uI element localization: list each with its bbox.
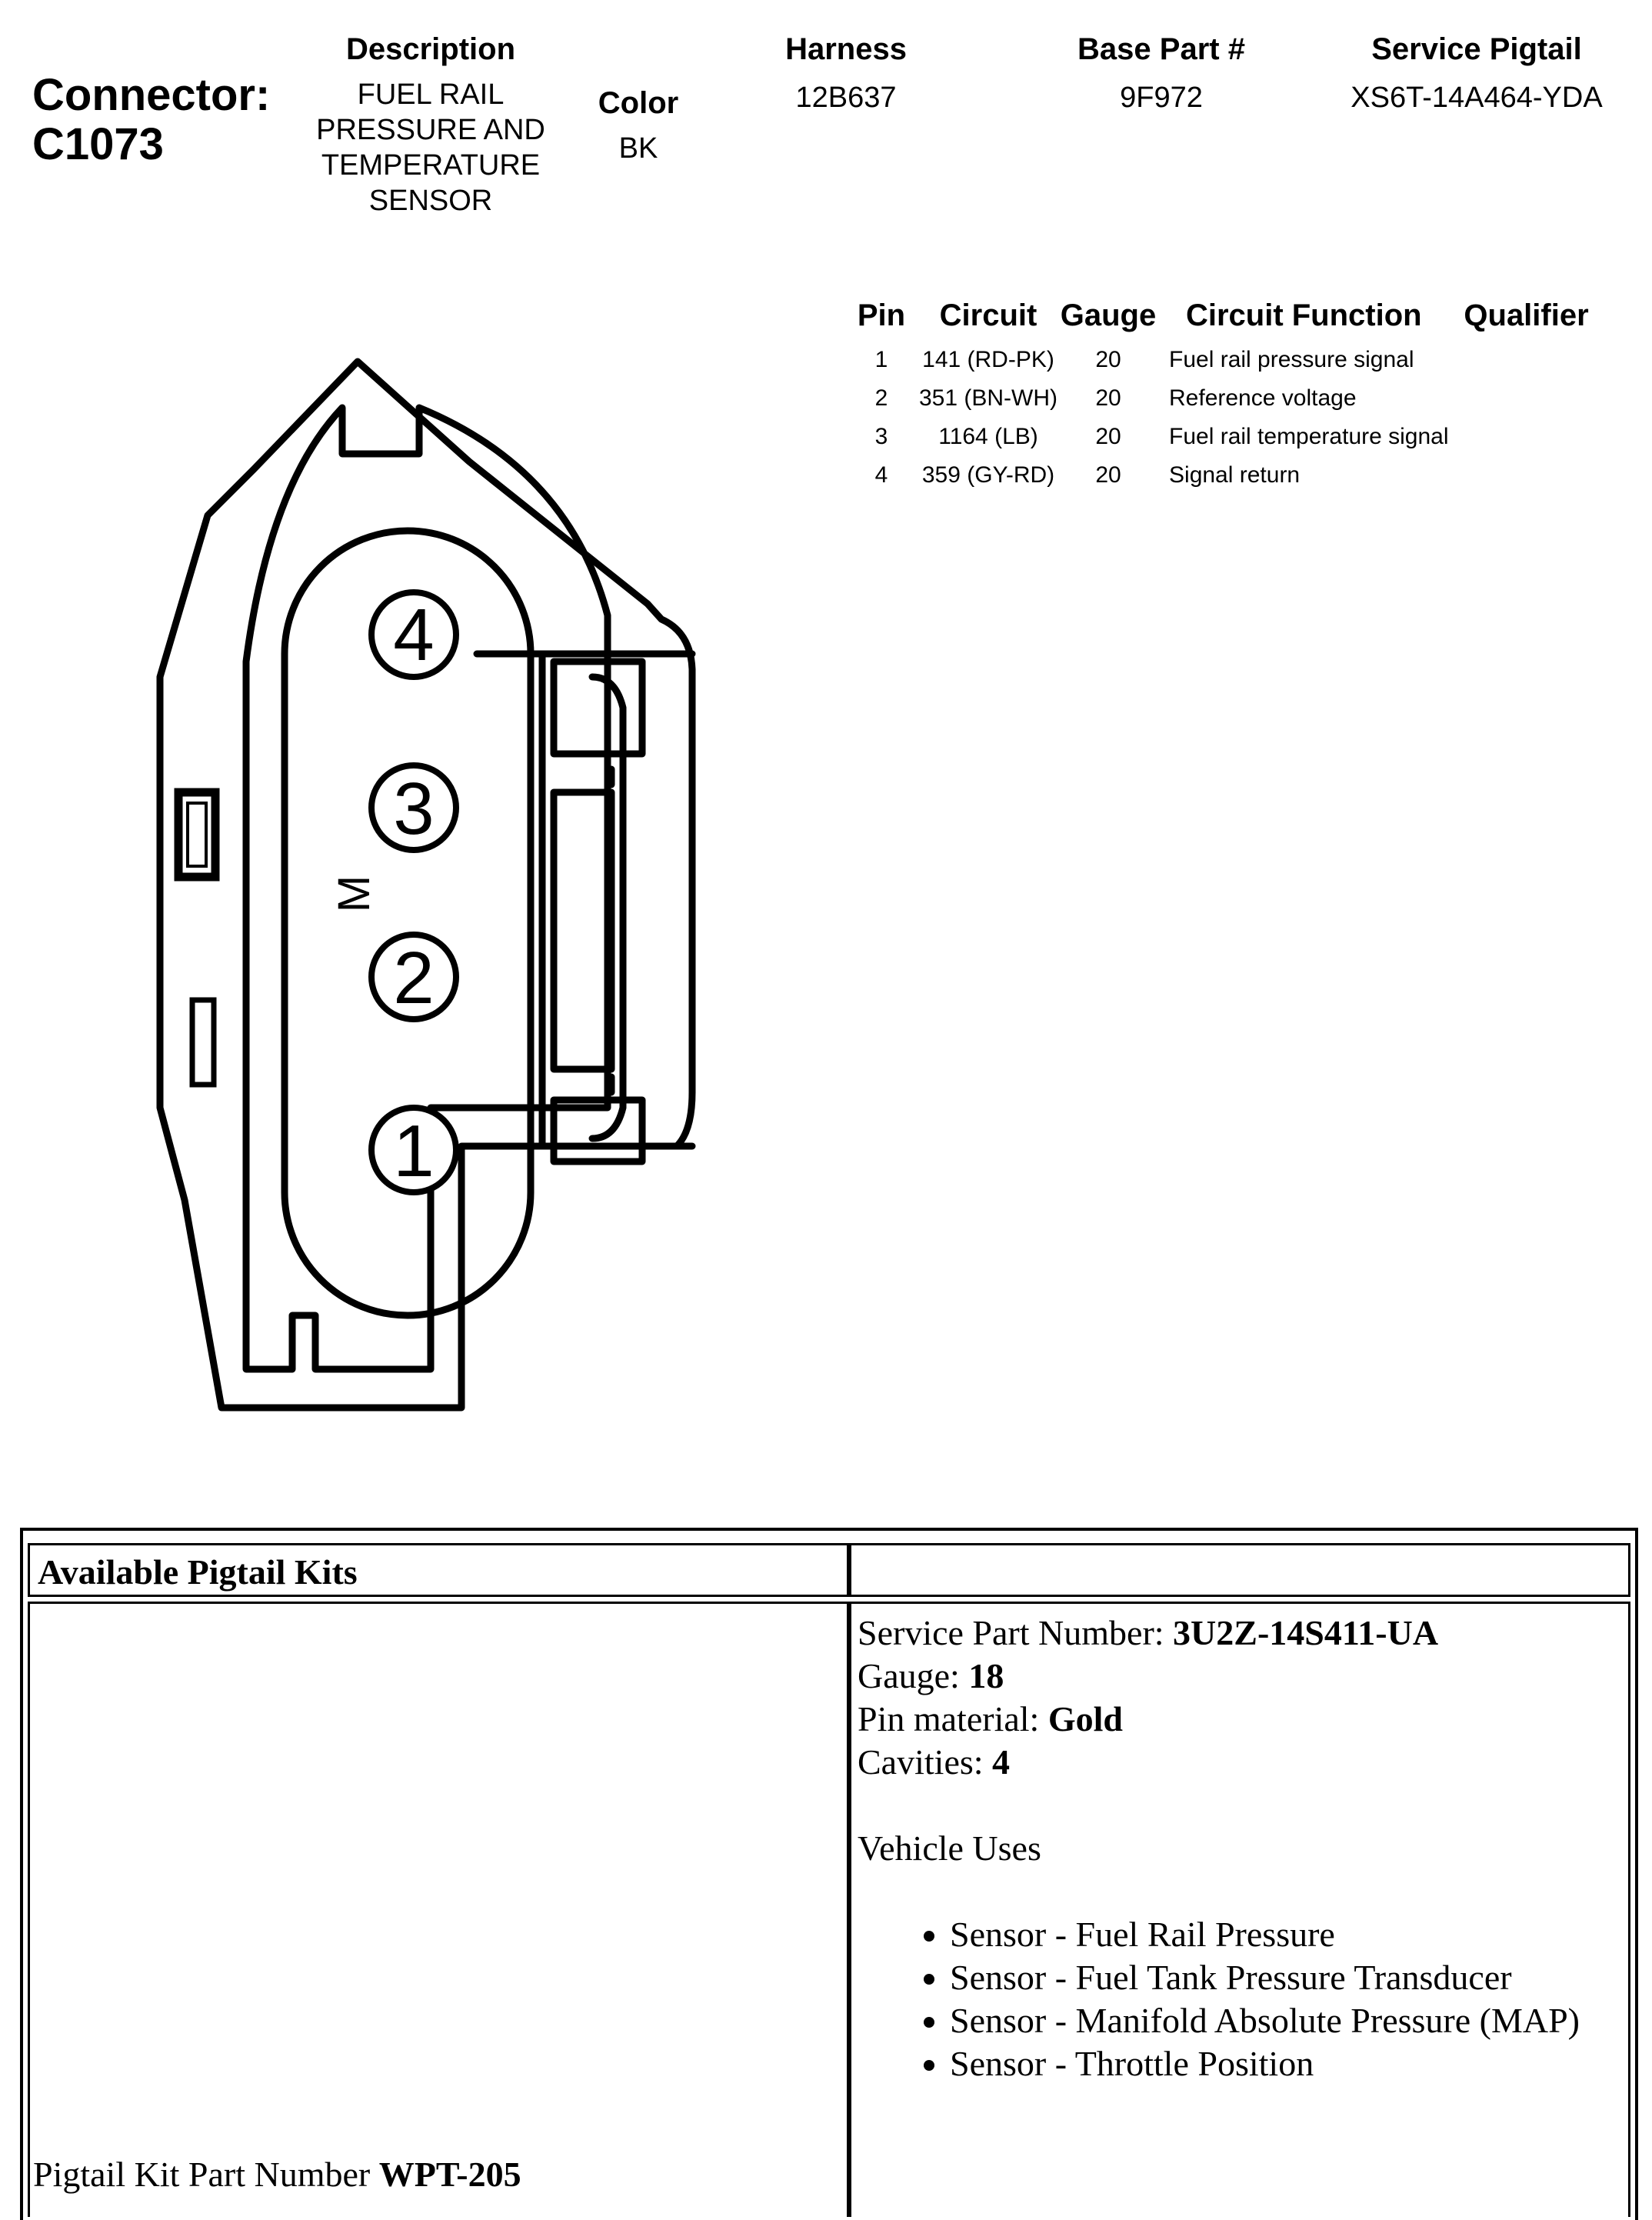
kit-part-value: WPT-205 <box>378 2155 521 2194</box>
kit-cavities <box>858 1741 1622 1784</box>
qualifier-value <box>1450 379 1604 418</box>
description-header: Description <box>345 32 516 66</box>
key-slot-inner <box>188 803 206 866</box>
function-header: Circuit Function <box>1185 298 1422 332</box>
harness-value: 12B637 <box>795 82 897 114</box>
pigtail-kit-part-number <box>33 2153 521 2196</box>
color-value: BK <box>618 132 658 165</box>
gauge-value: 20 <box>1095 385 1121 411</box>
pin-2-label: 2 <box>393 937 435 1019</box>
list-item: • Sensor - Manifold Absolute Pressure (MAP) <box>950 1999 1622 2042</box>
qualifier-value <box>1450 456 1604 495</box>
latch-slot-middle <box>554 792 611 1069</box>
pigtail-kits-header-empty-cell <box>849 1543 1630 1597</box>
pin-number: 3 <box>874 424 888 449</box>
gauge-value: 20 <box>1095 424 1121 449</box>
qualifier-header: Qualifier <box>1464 298 1589 332</box>
description-value <box>277 77 585 218</box>
service-part-number <box>858 1612 1622 1655</box>
gauge-value: 20 <box>1095 462 1121 488</box>
pigtail-kits-header: Available Pigtail Kits <box>38 1552 358 1592</box>
service-part-label: Service Part Number: <box>858 1613 1174 1652</box>
pigtail-kit-details-cell <box>849 1602 1630 2217</box>
connector-face-diagram <box>138 338 708 1446</box>
kit-pin-material <box>858 1698 1622 1741</box>
pin-table <box>844 298 1604 495</box>
harness-header: Harness <box>785 32 907 66</box>
pin-material-label: Pin material: <box>858 1699 1048 1738</box>
function-value: Reference voltage <box>1169 385 1357 411</box>
pin-3-label: 3 <box>393 768 435 850</box>
description-line: FUEL RAIL <box>357 78 505 111</box>
base-part-value: 9F972 <box>1120 82 1203 114</box>
table-row <box>844 379 1604 418</box>
list-item: • Sensor - Throttle Position <box>950 2042 1622 2085</box>
table-row <box>844 418 1604 456</box>
vehicle-uses-list <box>858 1913 1622 2085</box>
gauge-header: Gauge <box>1060 298 1157 332</box>
pin-header: Pin <box>857 298 906 332</box>
circuit-value: 141 (RD-PK) <box>922 347 1054 372</box>
color-header: Color <box>598 86 679 120</box>
pin-marker-label: M <box>329 875 379 913</box>
pin-table-header-row <box>844 298 1604 341</box>
cavities-label: Cavities: <box>858 1742 993 1782</box>
description-line: SENSOR <box>368 185 493 217</box>
kit-gauge-label: Gauge: <box>858 1656 969 1695</box>
table-row <box>844 341 1604 379</box>
vehicle-uses-label: Vehicle Uses <box>858 1828 1041 1868</box>
key-slot-lower <box>192 1000 214 1085</box>
description-line: TEMPERATURE <box>321 149 541 182</box>
table-row <box>844 456 1604 495</box>
connector-title <box>32 71 270 169</box>
pin-1-label: 1 <box>393 1110 435 1192</box>
base-part-header: Base Part # <box>1077 32 1245 66</box>
pin-number: 1 <box>874 347 888 372</box>
list-item: • Sensor - Fuel Rail Pressure <box>950 1913 1622 1956</box>
gauge-value: 20 <box>1095 347 1121 372</box>
pin-material-value: Gold <box>1047 1699 1123 1738</box>
qualifier-value <box>1450 341 1604 379</box>
kit-part-label: Pigtail Kit Part Number <box>33 2155 379 2194</box>
circuit-value: 1164 (LB) <box>938 424 1038 449</box>
function-value: Fuel rail pressure signal <box>1169 347 1414 372</box>
circuit-value: 351 (BN-WH) <box>919 385 1058 411</box>
cavities-value: 4 <box>992 1742 1011 1782</box>
connector-id: C1073 <box>32 119 164 169</box>
qualifier-value <box>1450 418 1604 456</box>
circuit-header: Circuit <box>939 298 1037 332</box>
pigtail-kit-image-cell <box>28 1602 849 2217</box>
list-item: • Sensor - Fuel Tank Pressure Transducer <box>950 1956 1622 1999</box>
description-line: PRESSURE AND <box>316 114 545 146</box>
function-value: Signal return <box>1169 462 1301 488</box>
function-value: Fuel rail temperature signal <box>1169 424 1449 449</box>
pin-number: 2 <box>874 385 888 411</box>
circuit-value: 359 (GY-RD) <box>921 462 1055 488</box>
service-pigtail-value: XS6T-14A464-YDA <box>1351 82 1603 114</box>
service-part-value: 3U2Z-14S411-UA <box>1173 1613 1439 1652</box>
kit-gauge <box>858 1655 1622 1698</box>
connector-label: Connector: <box>32 70 271 120</box>
pigtail-kits-header-cell <box>28 1543 849 1597</box>
kit-gauge-value: 18 <box>968 1656 1004 1695</box>
pin-number: 4 <box>874 462 888 488</box>
service-pigtail-header: Service Pigtail <box>1371 32 1582 66</box>
pin-4-label: 4 <box>393 594 435 676</box>
